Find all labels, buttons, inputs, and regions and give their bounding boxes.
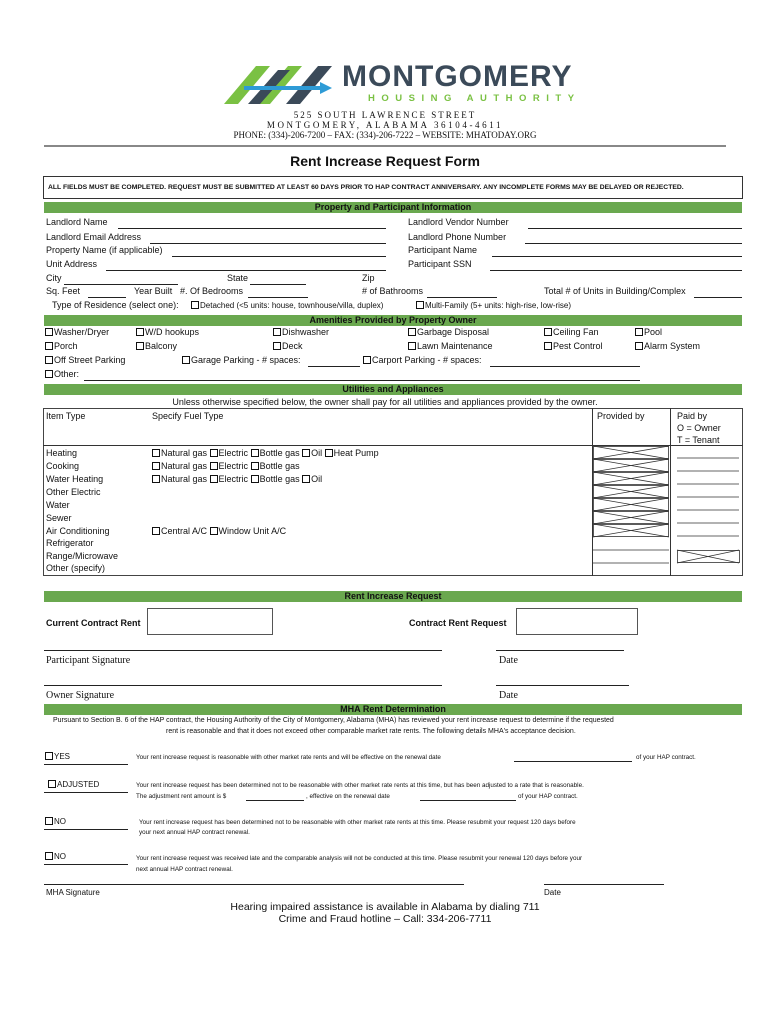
porch-option-label: Porch: [54, 341, 78, 351]
multifamily-option-label: Multi-Family (5+ units: high-rise, low-rise): [425, 301, 572, 310]
bathrooms-field[interactable]: [427, 297, 497, 298]
owner-signature-label: Owner Signature: [46, 690, 115, 701]
amenity-balcony[interactable]: [136, 341, 177, 351]
amenity-garbage-disposal[interactable]: [408, 327, 489, 337]
carport-parking-option-label: Carport Parking - # spaces:: [372, 355, 482, 365]
address-line-2: MONTGOMERY, ALABAMA 36104-4611: [266, 120, 504, 130]
footer-line-1: Hearing impaired assistance is available in Alabama by dialing 711: [230, 901, 540, 913]
cooking-bottle-gas-label: Bottle gas: [259, 461, 300, 471]
property-name-field[interactable]: [172, 256, 386, 257]
section-mha-header: MHA Rent Determination: [44, 704, 742, 715]
state-label: State: [227, 273, 249, 283]
total-units-field[interactable]: [694, 297, 742, 298]
paid-by-cells: [671, 446, 743, 576]
section-property-header: Property and Participant Information: [44, 202, 742, 213]
heating-heat-pump-checkbox[interactable]: [325, 449, 333, 457]
zip-label: Zip: [362, 273, 375, 283]
participant-name-label: Participant Name: [408, 245, 478, 255]
deck-checkbox[interactable]: [273, 342, 281, 350]
heating-oil-checkbox[interactable]: [302, 449, 310, 457]
landlord-email-label: Landlord Email Address: [46, 232, 142, 242]
adjusted-text-2b: , effective on the renewal date: [306, 793, 390, 800]
vendor-number-label: Landlord Vendor Number: [408, 217, 509, 227]
sq-feet-field[interactable]: [88, 297, 126, 298]
adjusted-checkbox[interactable]: [48, 780, 56, 788]
carport-spaces-field[interactable]: [490, 366, 640, 367]
central-ac-checkbox[interactable]: [152, 527, 160, 535]
water-heating-oil-label: Oil: [311, 474, 323, 484]
x-cell-cooking: [593, 459, 669, 472]
cooking-natural-gas-checkbox[interactable]: [152, 462, 160, 470]
heating-bottle-gas-checkbox[interactable]: [251, 449, 259, 457]
mha-intro-2: rent is reasonable and that it does not exceed other comparable market rate rents. The following details MHA's acceptance decision.: [166, 728, 576, 735]
adjusted-amount-field[interactable]: [246, 800, 304, 801]
x-cell-water: [593, 498, 669, 511]
cooking-electric-checkbox[interactable]: [210, 462, 218, 470]
mha-date-label: Date: [544, 888, 561, 897]
utility-row-sewer: Sewer: [46, 513, 72, 523]
garage-spaces-field[interactable]: [308, 366, 360, 367]
no-option-2-label: NO: [54, 852, 66, 861]
landlord-name-field[interactable]: [118, 228, 386, 229]
participant-signature-label: Participant Signature: [46, 655, 131, 666]
utility-row-air-conditioning: Air Conditioning: [46, 526, 110, 536]
bedrooms-label: #. Of Bedrooms: [180, 286, 244, 296]
no1-text-2: your next annual HAP contract renewal.: [139, 829, 250, 836]
section-rent-header: Rent Increase Request: [44, 591, 742, 602]
adjusted-option[interactable]: [48, 780, 99, 789]
participant-ssn-field[interactable]: [490, 270, 742, 271]
water-heating-bottle-gas-checkbox[interactable]: [251, 475, 259, 483]
yes-text: Your rent increase request is reasonable with other market rate rents and will be effective on the renewal date: [136, 754, 441, 761]
heating-heat-pump-label: Heat Pump: [333, 448, 379, 458]
wd-hookups-checkbox[interactable]: [136, 328, 144, 336]
cooking-fuel-options: [152, 461, 300, 471]
utility-row-other-electric: Other Electric: [46, 487, 101, 497]
yes-underline: [44, 764, 128, 765]
dishwasher-checkbox[interactable]: [273, 328, 281, 336]
no2-text-2: next annual HAP contract renewal.: [136, 866, 233, 873]
section-amenities-header: Amenities Provided by Property Owner: [44, 315, 742, 326]
window-ac-label: Window Unit A/C: [218, 526, 287, 536]
amenity-ceiling-fan[interactable]: [544, 327, 599, 337]
utility-row-refrigerator: Refrigerator: [46, 538, 94, 548]
org-subtitle: HOUSING AUTHORITY: [368, 93, 581, 104]
water-heating-electric-checkbox[interactable]: [210, 475, 218, 483]
participant-signature-line[interactable]: [44, 650, 442, 651]
address-line-1: 525 SOUTH LAWRENCE STREET: [293, 110, 477, 120]
heating-fuel-options: [152, 448, 379, 458]
no-option-1[interactable]: [45, 817, 66, 826]
washer-dryer-option-label: Washer/Dryer: [54, 327, 110, 337]
logo: [222, 60, 340, 106]
window-ac-checkbox[interactable]: [210, 527, 218, 535]
amenity-pest-control[interactable]: [544, 341, 603, 351]
utility-row-water-heating: Water Heating: [46, 474, 104, 484]
detached-checkbox[interactable]: [191, 301, 199, 309]
heating-bottle-gas-label: Bottle gas: [259, 448, 300, 458]
notice-text: ALL FIELDS MUST BE COMPLETED. REQUEST MUST BE SUBMITTED AT LEAST 60 DAYS PRIOR TO HAP CONTRACT ANNIVERSARY. ANY INCOMPLETE FORMS MAY BE DELAYED OR REJECTED.: [48, 184, 684, 191]
adjusted-text-2a: The adjustment rent amount is $: [136, 793, 227, 800]
washer-dryer-checkbox[interactable]: [45, 328, 53, 336]
section-utilities-header: Utilities and Appliances: [44, 384, 742, 395]
mha-intro-1: Pursuant to Section B. 6 of the HAP contract, the Housing Authority of the City of Montgomery, Alabama (MHA) has reviewed your rent increase request to determine if the requested: [53, 717, 614, 724]
unit-address-field[interactable]: [106, 270, 386, 271]
ac-fuel-options: [152, 526, 286, 536]
pool-checkbox[interactable]: [635, 328, 643, 336]
col-paid-by-2: O = Owner: [677, 423, 721, 433]
yes-checkbox[interactable]: [45, 752, 53, 760]
no-option-1-label: NO: [54, 817, 66, 826]
residence-type-label: Type of Residence (select one):: [52, 300, 179, 310]
participant-date-line[interactable]: [496, 650, 624, 651]
heating-natural-gas-checkbox[interactable]: [152, 449, 160, 457]
multifamily-checkbox[interactable]: [416, 301, 424, 309]
notice-box: [43, 176, 743, 199]
owner-date-label: Date: [499, 690, 518, 701]
amenity-deck[interactable]: [273, 341, 303, 351]
no-underline-2: [44, 864, 128, 865]
requested-rent-input[interactable]: [516, 608, 638, 635]
form-title: Rent Increase Request Form: [290, 153, 480, 169]
x-cell-sewer: [593, 511, 669, 524]
pest-control-checkbox[interactable]: [544, 342, 552, 350]
x-cell-heating: [593, 446, 669, 459]
water-heating-electric-label: Electric: [218, 474, 249, 484]
other-option-label: Other:: [54, 369, 80, 379]
city-field[interactable]: [64, 284, 178, 285]
heating-electric-checkbox[interactable]: [210, 449, 218, 457]
water-heating-bottle-gas-label: Bottle gas: [259, 474, 300, 484]
alarm-system-checkbox[interactable]: [635, 342, 643, 350]
current-rent-input[interactable]: [147, 608, 273, 635]
x-cell-other-electric: [593, 485, 669, 498]
x-cell-range-paid: [677, 550, 740, 563]
central-ac-label: Central A/C: [161, 526, 208, 536]
bedrooms-field[interactable]: [248, 297, 308, 298]
ceiling-fan-option-label: Ceiling Fan: [553, 327, 599, 337]
no1-text-1: Your rent increase request has been determined not to be reasonable with other market rate rents at this time. Please resubmit your request 120 days before: [139, 819, 576, 826]
total-units-label: Total # of Units in Building/Complex: [544, 286, 686, 296]
adjusted-renewal-date-field[interactable]: [420, 800, 516, 801]
amenity-pool[interactable]: [635, 327, 662, 337]
detached-option[interactable]: [191, 301, 383, 310]
dishwasher-option-label: Dishwasher: [282, 327, 330, 337]
col-paid-by-3: T = Tenant: [677, 435, 720, 445]
cooking-bottle-gas-checkbox[interactable]: [251, 462, 259, 470]
water-heating-oil-checkbox[interactable]: [302, 475, 310, 483]
amenity-washer-dryer[interactable]: [45, 327, 109, 337]
amenity-lawn-maintenance[interactable]: [408, 341, 493, 351]
amenity-dishwasher[interactable]: [273, 327, 329, 337]
garage-parking-option-label: Garage Parking - # spaces:: [191, 355, 301, 365]
logo-mark-icon: [222, 60, 340, 106]
water-heating-fuel-options: [152, 474, 322, 484]
bathrooms-label: # of Bathrooms: [362, 286, 424, 296]
garbage-disposal-option-label: Garbage Disposal: [417, 327, 490, 337]
vendor-number-field[interactable]: [528, 228, 742, 229]
no-option-2[interactable]: [45, 852, 66, 861]
other-amenity-field[interactable]: [84, 380, 640, 381]
utility-row-other: Other (specify): [46, 563, 106, 573]
balcony-option-label: Balcony: [145, 341, 178, 351]
mha-signature-label: MHA Signature: [46, 888, 100, 897]
sq-feet-label: Sq. Feet: [46, 286, 81, 296]
no2-text-1: Your rent increase request was received late and the comparable analysis will not be conducted at this time. Please resubmit your renewal 120 days before your: [136, 855, 583, 862]
col-fuel-type: Specify Fuel Type: [152, 411, 224, 421]
col-provided-by: Provided by: [597, 411, 645, 421]
footer-line-2: Crime and Fraud hotline – Call: 334-206-7711: [278, 913, 492, 925]
participant-date-label: Date: [499, 655, 518, 666]
current-rent-label: Current Contract Rent: [46, 618, 141, 628]
carport-parking-checkbox[interactable]: [363, 356, 371, 364]
x-cell-water-heating: [593, 472, 669, 485]
yes-renewal-date-field[interactable]: [514, 761, 632, 762]
provided-by-x-cells: [593, 446, 669, 576]
col-item-type: Item Type: [46, 411, 86, 421]
no-checkbox-2[interactable]: [45, 852, 53, 860]
garage-parking-checkbox[interactable]: [182, 356, 190, 364]
cooking-electric-label: Electric: [218, 461, 249, 471]
wd-hookups-option-label: W/D hookups: [145, 327, 200, 337]
requested-rent-label: Contract Rent Request: [409, 618, 507, 628]
adjusted-text-1: Your rent increase request has been determined not to be reasonable with other market rate rents at this time, but has been adjusted to a rate that is reasonable.: [136, 782, 584, 789]
lawn-maintenance-option-label: Lawn Maintenance: [417, 341, 493, 351]
amenity-garage-parking[interactable]: [182, 355, 301, 365]
adjusted-underline: [44, 792, 128, 793]
owner-signature-line[interactable]: [44, 685, 442, 686]
mha-date-line[interactable]: [544, 884, 664, 885]
owner-date-line[interactable]: [496, 685, 629, 686]
utility-row-range-microwave: Range/Microwave: [46, 551, 119, 561]
yes-option[interactable]: [45, 752, 70, 761]
utilities-intro: Unless otherwise specified below, the owner shall pay for all utilities and appliances provided by the owner.: [172, 397, 598, 407]
mha-signature-line[interactable]: [44, 884, 464, 885]
amenity-other[interactable]: [45, 369, 79, 379]
org-name: MONTGOMERY: [342, 60, 573, 93]
cooking-natural-gas-label: Natural gas: [161, 461, 208, 471]
utility-row-water: Water: [46, 500, 70, 510]
landlord-name-label: Landlord Name: [46, 217, 108, 227]
col-paid-by-1: Paid by: [677, 411, 708, 421]
city-label: City: [46, 273, 62, 283]
unit-address-label: Unit Address: [46, 259, 98, 269]
no-underline-1: [44, 829, 128, 830]
off-street-parking-checkbox[interactable]: [45, 356, 53, 364]
porch-checkbox[interactable]: [45, 342, 53, 350]
deck-option-label: Deck: [282, 341, 303, 351]
amenity-carport-parking[interactable]: [363, 355, 482, 365]
adjusted-text-2c: of your HAP contract.: [518, 793, 578, 800]
header-divider: [44, 145, 726, 147]
year-built-label: Year Built: [134, 286, 173, 296]
participant-ssn-label: Participant SSN: [408, 259, 472, 269]
utility-row-cooking: Cooking: [46, 461, 80, 471]
ceiling-fan-checkbox[interactable]: [544, 328, 552, 336]
participant-name-field[interactable]: [492, 256, 742, 257]
phone-number-field[interactable]: [525, 243, 742, 244]
no-checkbox-1[interactable]: [45, 817, 53, 825]
other-checkbox[interactable]: [45, 370, 53, 378]
garbage-disposal-checkbox[interactable]: [408, 328, 416, 336]
state-field[interactable]: [250, 284, 306, 285]
phone-number-label: Landlord Phone Number: [408, 232, 507, 242]
landlord-email-field[interactable]: [150, 243, 386, 244]
water-heating-natural-gas-checkbox[interactable]: [152, 475, 160, 483]
heating-oil-label: Oil: [311, 448, 323, 458]
amenity-wd-hookups[interactable]: [136, 327, 199, 337]
detached-option-label: Detached (<5 units: house, townhouse/villa, duplex): [200, 301, 384, 310]
pest-control-option-label: Pest Control: [553, 341, 603, 351]
water-heating-natural-gas-label: Natural gas: [161, 474, 208, 484]
x-cell-air-conditioning: [593, 524, 669, 537]
amenity-alarm-system[interactable]: [635, 341, 700, 351]
yes-text-tail: of your HAP contract.: [636, 754, 696, 761]
alarm-system-option-label: Alarm System: [644, 341, 701, 351]
amenity-porch[interactable]: [45, 341, 78, 351]
pool-option-label: Pool: [644, 327, 663, 337]
heating-electric-label: Electric: [218, 448, 249, 458]
yes-option-label: YES: [54, 752, 71, 761]
heating-natural-gas-label: Natural gas: [161, 448, 208, 458]
amenity-off-street-parking[interactable]: [45, 355, 125, 365]
lawn-maintenance-checkbox[interactable]: [408, 342, 416, 350]
balcony-checkbox[interactable]: [136, 342, 144, 350]
adjusted-option-label: ADJUSTED: [57, 780, 100, 789]
utility-row-heating: Heating: [46, 448, 78, 458]
contact-line: PHONE: (334)-206-7200 – FAX: (334)-206-7222 – WEBSITE: MHATODAY.ORG: [233, 130, 537, 140]
multifamily-option[interactable]: [416, 301, 571, 310]
off-street-parking-option-label: Off Street Parking: [54, 355, 126, 365]
property-name-label: Property Name (if applicable): [46, 245, 163, 255]
